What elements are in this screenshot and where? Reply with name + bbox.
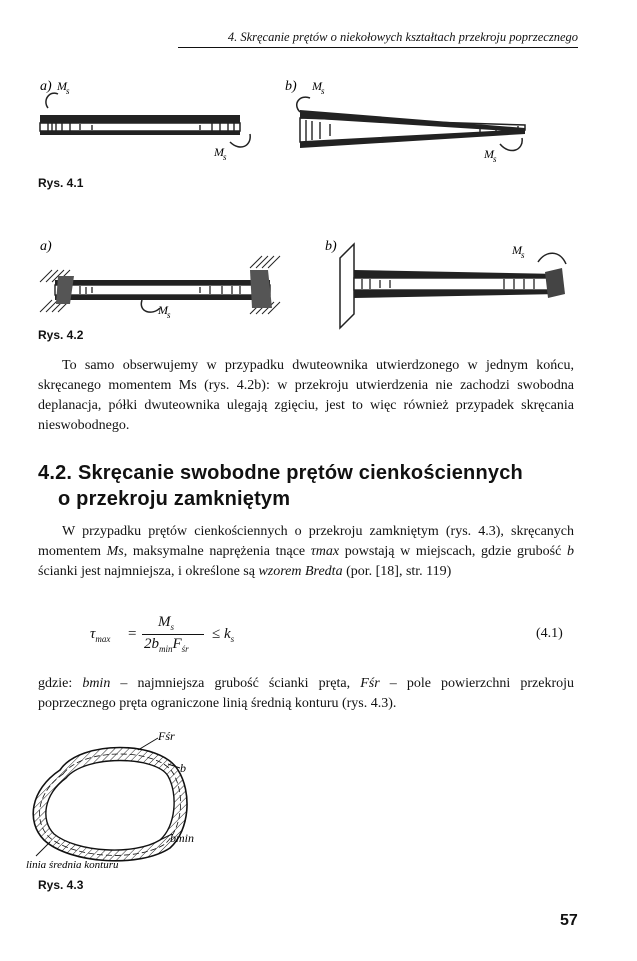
svg-text:M: M bbox=[158, 303, 168, 317]
fig43-caption: Rys. 4.3 bbox=[38, 878, 84, 892]
svg-text:Fśr: Fśr bbox=[158, 730, 175, 743]
fig42-caption: Rys. 4.2 bbox=[38, 328, 84, 342]
fig41-a-moment-arrow-right bbox=[230, 134, 250, 147]
paragraph-2: W przypadku prętów cienkościennych o przekroju zamkniętym (rys. 4.3), skręcanych momentem Ms, maksymalne naprężenia tnące τmax powstają w miejscach, gdzie grubość b ścianki jest najmniejsza, i określone są wzorem Bredta (por. [18], str. 119) bbox=[38, 524, 574, 579]
fig41-panel-b-label: b) bbox=[285, 79, 297, 94]
fig42-panel-b-label: b) bbox=[325, 239, 337, 254]
equation-number: (4.1) bbox=[536, 626, 563, 641]
fig41-a-moment-arrow-left bbox=[46, 93, 58, 108]
svg-text:s: s bbox=[66, 86, 70, 96]
fig41-panel-a-label: a) bbox=[40, 79, 52, 94]
section-heading: 4.2. Skręcanie swobodne prętów cienkościennych o przekroju zamkniętym bbox=[38, 462, 523, 510]
svg-text:M: M bbox=[512, 243, 522, 257]
svg-text:s: s bbox=[223, 152, 227, 162]
svg-text:b: b bbox=[180, 761, 186, 775]
paragraph-1: To samo obserwujemy w przypadku dwuteownika utwierdzonego w jednym końcu, skręcanego momentem Ms (rys. 4.2b): w przekroju utwierdzenia nie zachodzi swobodna deplanacja, półki dwuteownika ulegają zgięciu, jest to więc również przypadek skręcania nieswobodnego. bbox=[38, 358, 574, 433]
running-header: 4. Skręcanie prętów o niekołowych kształtach przekroju poprzecznego bbox=[178, 30, 578, 48]
paragraph-3: gdzie: bmin – najmniejsza grubość ścianki pręta, Fśr – pole powierzchni przekroju poprzecznego pręta ograniczone linią średnią konturu (rys. 4.3). bbox=[38, 676, 574, 711]
fig42-b-beam bbox=[354, 253, 566, 298]
svg-text:M: M bbox=[484, 147, 494, 161]
fig42-panel-a-label: a) bbox=[40, 239, 52, 254]
fig41-a-beam bbox=[40, 93, 250, 147]
svg-text:s: s bbox=[321, 86, 325, 96]
figure-4-2 bbox=[0, 232, 637, 332]
svg-text:s: s bbox=[493, 154, 497, 164]
figure-4-1 bbox=[0, 70, 637, 180]
equation-4-1: $\tau_{max}$ = $M_s$ $2b_{min}F_{śr}$ ≤ $k_s$ bbox=[90, 614, 235, 654]
page-number: 57 bbox=[560, 912, 578, 929]
svg-text:bmin: bmin bbox=[170, 831, 194, 845]
fig41-caption: Rys. 4.1 bbox=[38, 176, 84, 190]
fig42-b-wall bbox=[340, 244, 354, 328]
svg-text:M: M bbox=[57, 79, 67, 93]
figure-4-3 bbox=[20, 730, 220, 875]
svg-text:M: M bbox=[214, 145, 224, 159]
svg-text:M: M bbox=[312, 79, 322, 93]
fig43-mean-line-label: linia średnia konturu bbox=[26, 859, 119, 871]
fig41-b-beam bbox=[297, 97, 525, 150]
svg-text:s: s bbox=[167, 310, 171, 320]
svg-text:s: s bbox=[521, 250, 525, 260]
